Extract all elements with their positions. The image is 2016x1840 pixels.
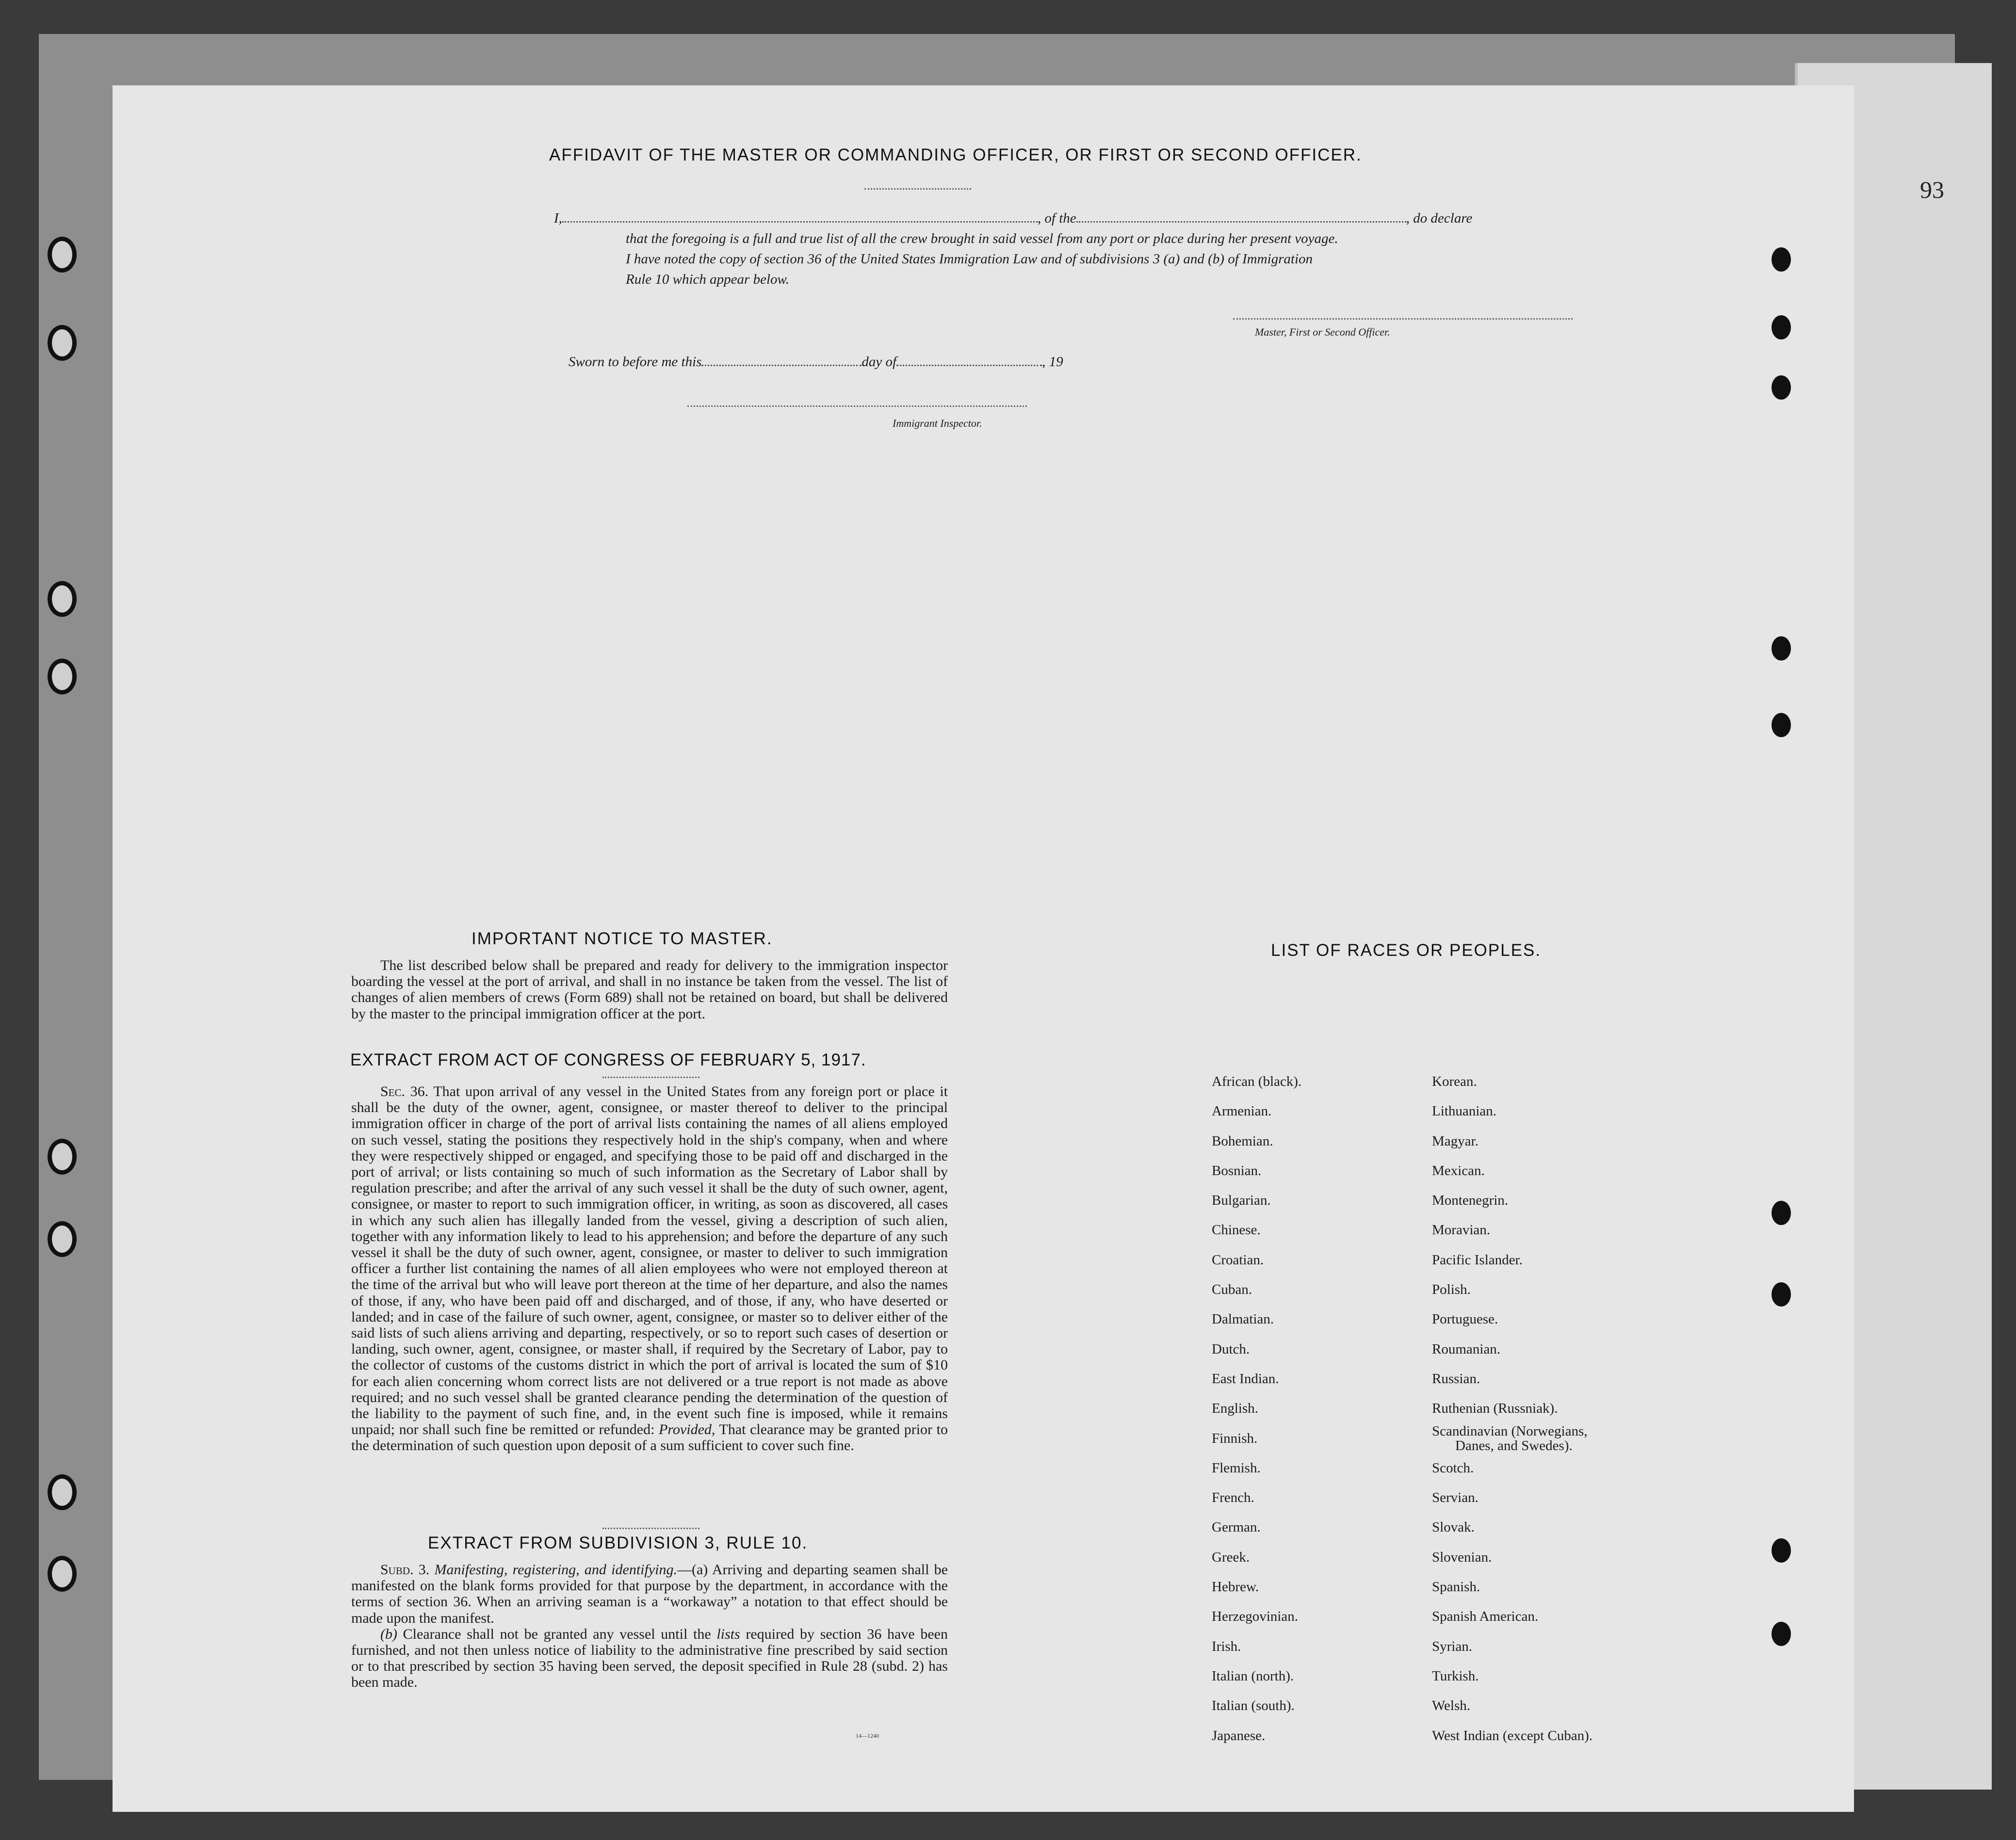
race-item: Syrian.	[1432, 1638, 1472, 1654]
affidavit-of-the: , of the	[1037, 210, 1076, 226]
affidavit-line-2: that the foregoing is a full and true list of all the crew brought in said vessel from any port or place during her present voyage.	[626, 231, 1338, 246]
race-item: Slovenian.	[1432, 1549, 1492, 1565]
race-item: Greek.	[1212, 1549, 1250, 1565]
rule-extract-title: EXTRACT FROM SUBDIVISION 3, RULE 10.	[428, 1533, 808, 1552]
race-item: Chinese.	[1212, 1222, 1261, 1238]
subd-a-label: —(a)	[677, 1562, 708, 1578]
race-item: Italian (north).	[1212, 1668, 1294, 1684]
race-item: Herzegovinian.	[1212, 1609, 1298, 1625]
act-extract-title: EXTRACT FROM ACT OF CONGRESS OF FEBRUARY 5, 1917.	[350, 1050, 866, 1069]
race-item: Russian.	[1432, 1371, 1480, 1387]
binder-hole	[48, 325, 77, 361]
punch-hole	[1772, 636, 1791, 661]
divider	[864, 188, 971, 190]
race-item: Ruthenian (Russniak).	[1432, 1401, 1558, 1417]
inspector-label: Immigrant Inspector.	[893, 417, 982, 429]
notice-title: IMPORTANT NOTICE TO MASTER.	[471, 929, 773, 948]
race-item: Bohemian.	[1212, 1133, 1273, 1149]
year-prefix: , 19	[1042, 354, 1063, 370]
day-of-text: day of	[862, 354, 897, 370]
race-item: Hebrew.	[1212, 1579, 1259, 1595]
affidavit-declare: , do declare	[1406, 210, 1473, 226]
race-item: Magyar.	[1432, 1133, 1479, 1149]
race-item: Polish.	[1432, 1282, 1471, 1298]
race-item: Pacific Islander.	[1432, 1252, 1523, 1268]
race-item: Dalmatian.	[1212, 1311, 1274, 1327]
race-item: Bosnian.	[1212, 1162, 1262, 1178]
act-text-end: That clearance may be granted prior to the determination of such question upon deposit of a sum sufficient to cover such fine.	[351, 1421, 948, 1454]
race-item: Turkish.	[1432, 1668, 1479, 1684]
sworn-text: Sworn to before me this	[569, 354, 702, 370]
binder-hole	[48, 1474, 77, 1510]
race-item: Italian (south).	[1212, 1698, 1295, 1714]
rule-paragraph	[351, 1562, 948, 1691]
race-item: Irish.	[1212, 1638, 1241, 1654]
race-item: Welsh.	[1432, 1698, 1471, 1714]
race-item: African (black).	[1212, 1074, 1302, 1089]
divider	[602, 1528, 699, 1529]
punch-hole	[1772, 1201, 1791, 1225]
punch-hole	[1772, 375, 1791, 400]
race-item: French.	[1212, 1490, 1254, 1506]
affidavit-declaration-line	[554, 210, 1472, 226]
signature-line	[1233, 318, 1573, 320]
race-item: Lithuanian.	[1432, 1103, 1496, 1119]
race-item: Flemish.	[1212, 1460, 1261, 1476]
master-signature-label: Master, First or Second Officer.	[1255, 326, 1390, 338]
punch-hole	[1772, 1282, 1791, 1307]
race-item: Finnish.	[1212, 1430, 1258, 1446]
binder-hole	[48, 659, 77, 694]
provided-word: Provided,	[659, 1421, 715, 1438]
subd-b-text-2: required by section 36 have been furnished, and not then unless notice of liability to the administrative fine prescribed by said section or to that prescribed by section 35 having been served, the deposit specified in Rule 28 (subd. 2) has been made.	[351, 1626, 948, 1691]
sworn-line	[569, 354, 1063, 370]
race-item: Montenegrin.	[1432, 1193, 1509, 1209]
page-number: 93	[1920, 176, 1944, 203]
notice-text: The list described below shall be prepared and ready for delivery to the immigration inspector boarding the vessel at the port of arrival, and shall in no instance be taken from the vessel. The list of changes of alien members of crews (Form 689) shall not be retained on board, but shall be delivered by the master to the principal immigration officer at the port.	[351, 957, 948, 1022]
punch-hole	[1772, 713, 1791, 737]
race-item: German.	[1212, 1519, 1261, 1535]
race-item: Armenian.	[1212, 1103, 1272, 1119]
races-column-2	[1432, 1067, 1593, 1751]
binder-hole	[48, 1221, 77, 1257]
form-number: 14—1240	[856, 1732, 879, 1739]
day-blank	[701, 365, 862, 366]
races-column-1	[1212, 1067, 1301, 1751]
affidavit-i: I,	[554, 210, 562, 226]
race-item: Bulgarian.	[1212, 1193, 1271, 1209]
affidavit-title: AFFIDAVIT OF THE MASTER OR COMMANDING OFFICER, OR FIRST OR SECOND OFFICER.	[549, 145, 1362, 164]
inspector-signature-line	[687, 405, 1027, 407]
form-page	[113, 85, 1854, 1812]
vessel-blank	[1076, 221, 1406, 223]
subd-title: Manifesting, registering, and identifying.	[434, 1562, 677, 1578]
race-item: Scandinavian (Norwegians, Danes, and Swedes).	[1432, 1423, 1588, 1453]
race-item: Spanish American.	[1432, 1609, 1539, 1625]
binder-hole	[48, 1139, 77, 1175]
act-paragraph	[351, 1083, 948, 1454]
race-item: Moravian.	[1432, 1222, 1490, 1238]
race-item: Japanese.	[1212, 1727, 1266, 1743]
race-item: Korean.	[1432, 1074, 1477, 1089]
race-item: English.	[1212, 1401, 1258, 1417]
affidavit-line-4: Rule 10 which appear below.	[626, 272, 789, 287]
races-title: LIST OF RACES OR PEOPLES.	[1271, 941, 1542, 960]
subd-label: Subd. 3.	[380, 1562, 430, 1578]
punch-hole	[1772, 247, 1791, 272]
race-item: Cuban.	[1212, 1282, 1252, 1298]
race-item: West Indian (except Cuban).	[1432, 1727, 1593, 1743]
subd-b-label: (b)	[380, 1626, 397, 1642]
race-item: Croatian.	[1212, 1252, 1264, 1268]
race-item: Roumanian.	[1432, 1341, 1500, 1357]
punch-hole	[1772, 1538, 1791, 1563]
name-blank	[562, 221, 1038, 223]
race-item: Dutch.	[1212, 1341, 1250, 1357]
affidavit-line-3: I have noted the copy of section 36 of the United States Immigration Law and of subdivisions 3 (a) and (b) of Immigration	[626, 251, 1313, 267]
race-item: Mexican.	[1432, 1162, 1485, 1178]
binder-hole	[48, 581, 77, 617]
notice-paragraph	[351, 957, 948, 1022]
punch-hole	[1772, 315, 1791, 339]
subd-b-lists: lists	[716, 1626, 740, 1642]
race-item: East Indian.	[1212, 1371, 1279, 1387]
act-text: That upon arrival of any vessel in the United States from any foreign port or place it shall be the duty of the owner, agent, consignee, or master thereof to deliver to the principal immigration officer in charge of the port of arrival lists containing the names of all aliens employed on such vessel, stating the positions they respectively hold in the ship's company, when and where they were respectively shipped or engaged, and specifying those to be paid off and discharged in the port of arrival; or lists containing so much of such information as the Secretary of Labor shall by regulation prescribe; and after the arrival of any such vessel it shall be the duty of such owner, agent, consignee, or master to report to such immigration officer, in writing, as soon as discovered, all cases in which any such alien has illegally landed from the vessel, giving a description of such alien, together with any information likely to lead to his apprehension; and before the departure of any such vessel it shall be the duty of such owner, agent, consignee, or master to deliver to such immigration officer a further list containing the names of all alien employees who were not employed thereon at the time of the arrival but who will leave port thereon at the time of her departure, and also the names of those, if any, who have been paid off and discharged, and of those, if any, who have deserted or landed; and in case of the failure of such owner, agent, consignee, or master so to deliver either of the said lists of such aliens arriving and departing, respectively, or so to report such cases of desertion or landing, such owner, agent, consignee, or master shall, if required by the Secretary of Labor, pay to the collector of customs of the customs district in which the port of arrival is located the sum of $10 for each alien concerning whom correct lists are not delivered or a true report is not made as above required; and no such vessel shall be granted clearance pending the determination of the question of the liability to the payment of such fine, and, in the event such fine is imposed, while it remains unpaid; nor shall such fine be remitted or refunded:	[351, 1083, 948, 1438]
race-item: Portuguese.	[1432, 1311, 1498, 1327]
punch-hole	[1772, 1622, 1791, 1646]
subd-b-text-1: Clearance shall not be granted any vessel until the	[403, 1626, 711, 1642]
divider	[602, 1077, 699, 1078]
subd-a-text: Arriving and departing seamen shall be manifested on the blank forms provided for that purpose by the department, in accordance with the terms of section 36. When an arriving seaman is a “workaway” a notation to that effect should be made upon the manifest.	[351, 1562, 948, 1626]
race-item: Servian.	[1432, 1490, 1479, 1506]
binder-hole	[48, 1556, 77, 1592]
race-item: Spanish.	[1432, 1579, 1480, 1595]
section-label: Sec. 36.	[380, 1083, 429, 1099]
binder-hole	[48, 237, 77, 273]
month-blank	[896, 365, 1042, 366]
race-item: Scotch.	[1432, 1460, 1474, 1476]
race-item: Slovak.	[1432, 1519, 1475, 1535]
